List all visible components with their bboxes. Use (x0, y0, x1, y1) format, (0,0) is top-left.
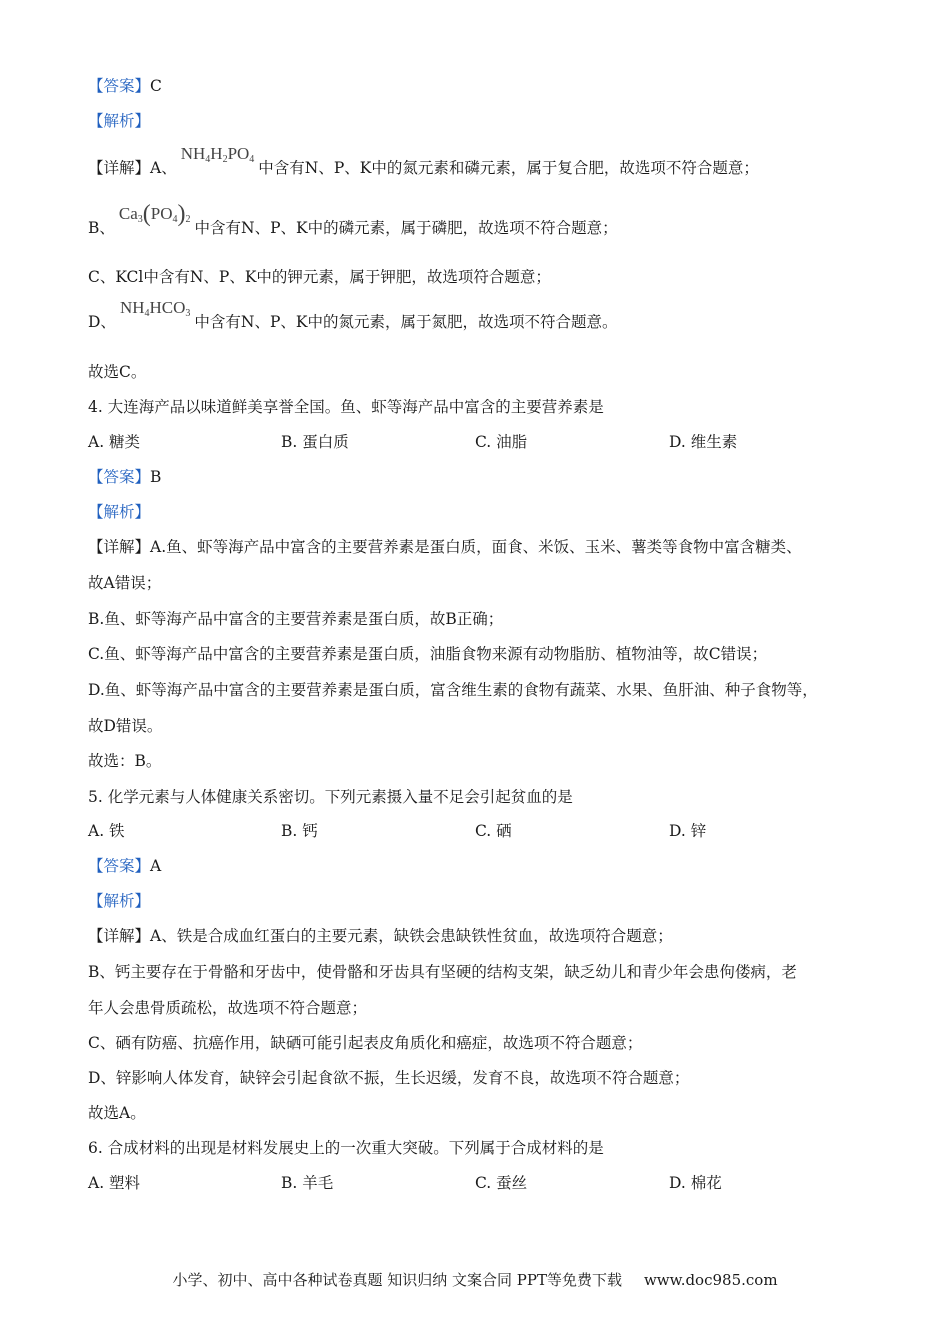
formula-nh4h2po4: $NH_4H_2PO_4$ (180, 144, 255, 165)
q5-option-c: C. 硒 (475, 822, 512, 840)
q4-option-a: A. 糖类 (88, 433, 141, 451)
formula-nh4hco3: $NH_4HCO_3$ (119, 298, 191, 319)
q5-detail-d: D、锌影响人体发育，缺锌会引起食欲不振，生长迟缓，发育不良，故选项不符合题意； (88, 1069, 690, 1087)
q4-question: 4. 大连海产品以味道鲜美享誉全国。鱼、虾等海产品中富含的主要营养素是 (88, 398, 604, 416)
q5-option-b: B. 钙 (281, 822, 318, 840)
q3-answer-value: C (150, 77, 162, 95)
detail-tag: 【详解】 (88, 159, 151, 177)
q3-detail-b (88, 201, 618, 244)
answer-tag: 【答案】 (88, 468, 151, 486)
q3-d-prefix: D、 (88, 313, 116, 331)
q5-detail-a (88, 926, 673, 946)
analysis-tag: 【解析】 (88, 503, 151, 521)
q3-b-prefix: B、 (88, 219, 115, 237)
analysis-tag: 【解析】 (88, 892, 151, 910)
q5-answer-value: A (150, 857, 162, 875)
q5-option-d: D. 锌 (669, 822, 707, 840)
q5-question: 5. 化学元素与人体健康关系密切。下列元素摄入量不足会引起贫血的是 (88, 788, 573, 806)
q4-answer-value: B (150, 468, 162, 486)
analysis-tag: 【解析】 (88, 112, 151, 130)
q4-conclusion: 故选：B。 (88, 752, 162, 770)
q5-detail-a-text: A、铁是合成血红蛋白的主要元素，缺铁会患缺铁性贫血，故选项符合题意； (150, 927, 673, 945)
answer-tag: 【答案】 (88, 857, 151, 875)
q4-detail-b: B.鱼、虾等海产品中富含的主要营养素是蛋白质，故B正确； (88, 610, 504, 628)
q5-conclusion: 故选A。 (88, 1104, 146, 1122)
detail-tag: 【详解】 (88, 538, 151, 556)
q4-option-d: D. 维生素 (669, 433, 738, 451)
page-footer (0, 1269, 950, 1290)
q3-conclusion: 故选C。 (88, 363, 147, 381)
q3-detail-c: C、KCl中含有N、P、K中的钾元素，属于钾肥，故选项符合题意； (88, 268, 551, 286)
detail-tag: 【详解】 (88, 927, 151, 945)
q5-detail-b1: B、钙主要存在于骨骼和牙齿中，使骨骼和牙齿具有坚硬的结构支架，缺乏幼儿和青少年会患佝偻病，老 (88, 963, 797, 981)
q3-d-text: 中含有N、P、K中的氮元素，属于氮肥，故选项不符合题意。 (194, 313, 618, 331)
q3-answer-line (88, 76, 162, 96)
q3-analysis-tag-line (88, 111, 150, 131)
q4-option-b: B. 蛋白质 (281, 433, 349, 451)
q5-option-a: A. 铁 (88, 822, 125, 840)
q4-option-c: C. 油脂 (475, 433, 528, 451)
q6-option-c: C. 蚕丝 (475, 1174, 528, 1192)
q6-option-a: A. 塑料 (88, 1174, 141, 1192)
q5-detail-c: C、硒有防癌、抗癌作用，缺硒可能引起表皮角质化和癌症，故选项不符合题意； (88, 1034, 643, 1052)
q4-detail-d2: 故D错误。 (88, 717, 163, 735)
q3-a-text: 中含有N、P、K中的氮元素和磷元素，属于复合肥，故选项不符合题意； (258, 159, 759, 177)
q5-detail-b2: 年人会患骨质疏松，故选项不符合题意； (88, 999, 368, 1017)
answer-tag: 【答案】 (88, 77, 151, 95)
q3-detail-a (88, 144, 759, 184)
q3-a-prefix: A、 (150, 159, 177, 177)
footer-text: 小学、初中、高中各种试卷真题 知识归纳 文案合同 PPT等免费下载 (172, 1271, 622, 1289)
q3-detail-d (88, 298, 618, 338)
q3-b-text: 中含有N、P、K中的磷元素，属于磷肥，故选项不符合题意； (194, 219, 618, 237)
q6-option-b: B. 羊毛 (281, 1174, 334, 1192)
q4-detail-a1-text: A.鱼、虾等海产品中富含的主要营养素是蛋白质，面食、米饭、玉米、薯类等食物中富含糖类、 (150, 538, 802, 556)
q4-analysis-tag-line (88, 502, 150, 522)
q4-detail-d1: D.鱼、虾等海产品中富含的主要营养素是蛋白质，富含维生素的食物有蔬菜、水果、鱼肝油、种子食物等， (88, 681, 818, 699)
q6-question: 6. 合成材料的出现是材料发展史上的一次重大突破。下列属于合成材料的是 (88, 1139, 604, 1157)
q5-answer-line (88, 856, 161, 876)
q4-detail-a1 (88, 537, 802, 557)
formula-ca3po42: $Ca_3(PO_4)_2$ (118, 201, 191, 227)
footer-url[interactable]: www.doc985.com (643, 1271, 778, 1289)
q5-analysis-tag-line (88, 891, 150, 911)
q4-detail-a2: 故A错误； (88, 574, 162, 592)
q4-detail-c: C.鱼、虾等海产品中富含的主要营养素是蛋白质，油脂食物来源有动物脂肪、植物油等，故C错误； (88, 645, 768, 663)
q4-answer-line (88, 467, 161, 487)
q6-option-d: D. 棉花 (669, 1174, 722, 1192)
